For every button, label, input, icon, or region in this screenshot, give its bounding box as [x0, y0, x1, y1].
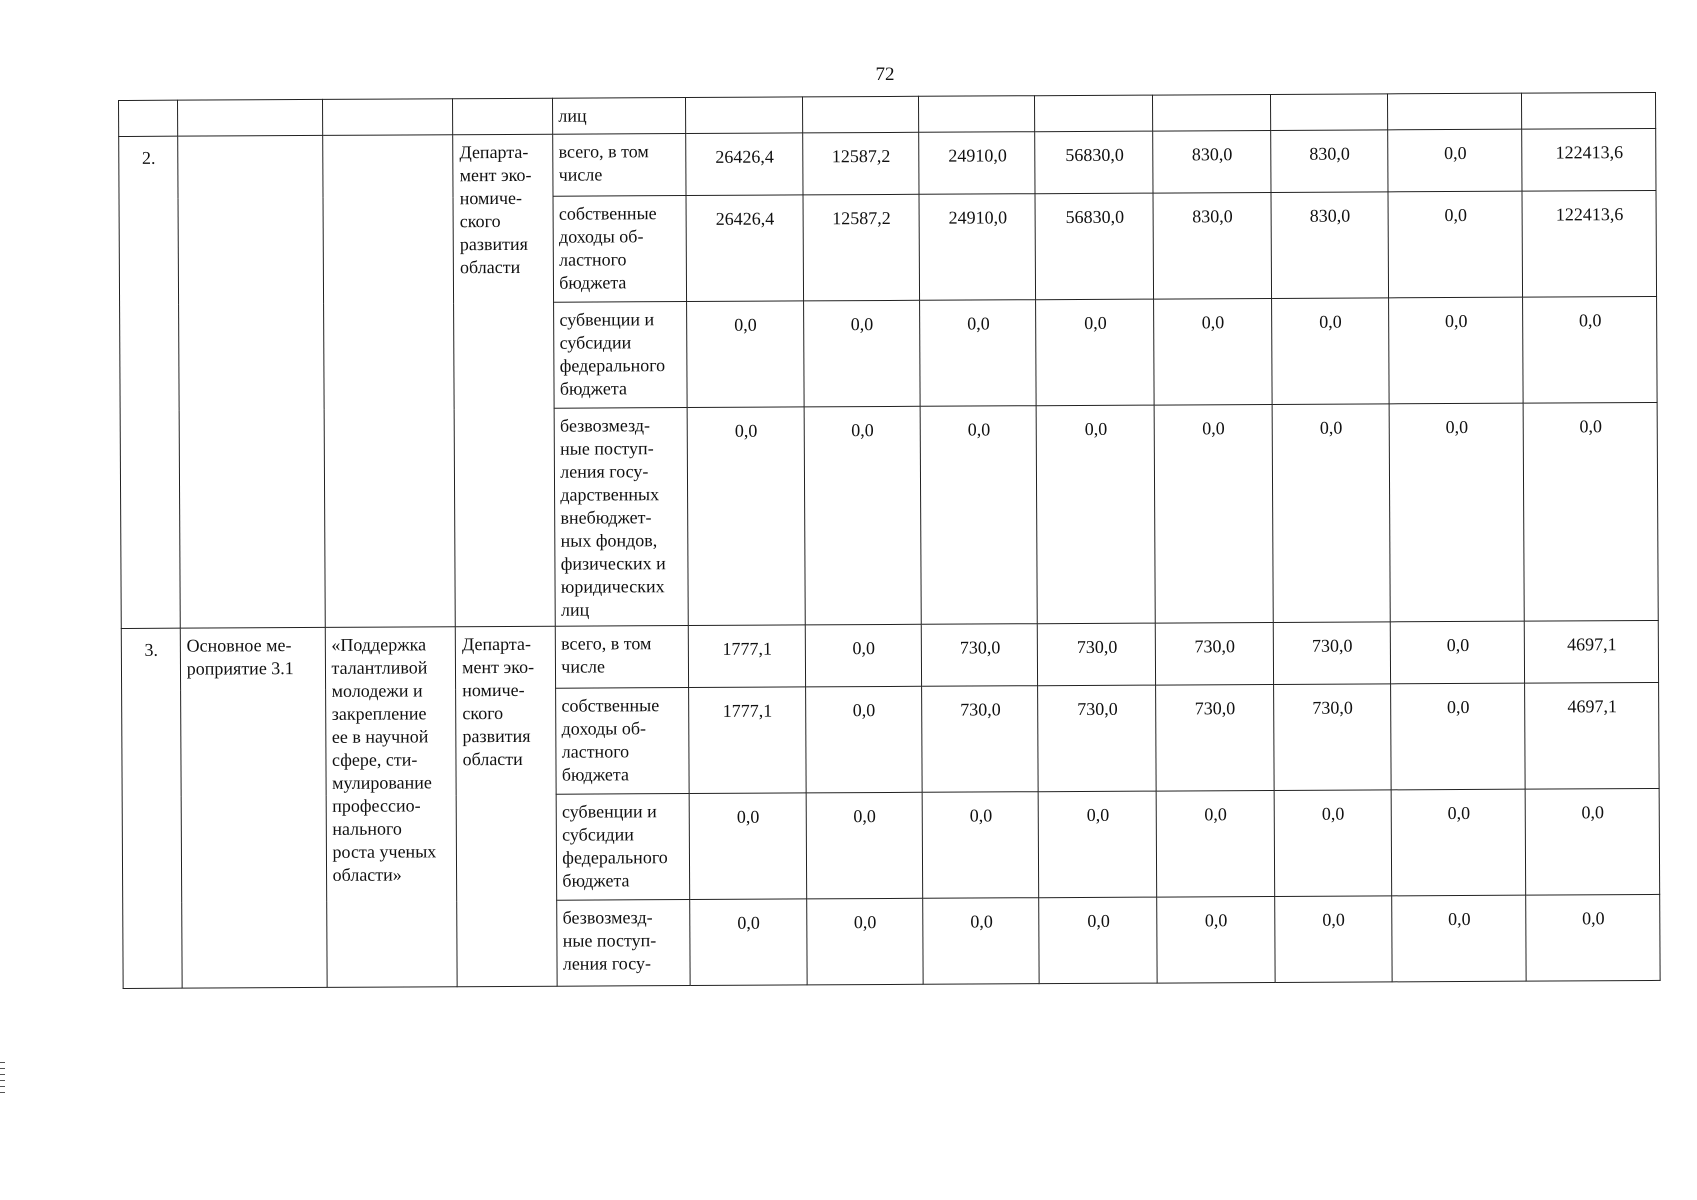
- cell-value: 0,0: [806, 792, 923, 899]
- cell-value: 830,0: [1153, 130, 1271, 193]
- cell-value: 0,0: [1526, 894, 1660, 981]
- cell-source: безвозмезд- ные поступ- ления госу-: [557, 900, 690, 987]
- cell-value: 730,0: [922, 686, 1039, 793]
- cell-value: 0,0: [1390, 621, 1524, 684]
- cell-value: 830,0: [1153, 192, 1271, 299]
- table-body: [119, 92, 1661, 988]
- cell-value: 0,0: [687, 407, 805, 626]
- cell-value: 0,0: [690, 899, 807, 986]
- cell-value: 0,0: [1039, 897, 1157, 984]
- cell-value: 0,0: [689, 793, 806, 900]
- cell-value: 0,0: [1156, 790, 1274, 897]
- cell-value: [686, 97, 803, 134]
- cell-source: всего, в том числе: [556, 626, 689, 689]
- cell-value: [1521, 92, 1655, 129]
- cell-num: [119, 100, 178, 136]
- cell-value: 26426,4: [686, 195, 803, 302]
- cell-value: 830,0: [1271, 192, 1389, 299]
- cell-value: 0,0: [806, 898, 923, 985]
- table-row: [119, 128, 1656, 198]
- cell-value: 0,0: [805, 624, 922, 687]
- cell-value: 56830,0: [1035, 131, 1153, 194]
- cell-source: собственные доходы об- ластного бюджета: [556, 688, 689, 795]
- cell-activity: [177, 99, 322, 136]
- cell-value: 0,0: [922, 792, 1039, 899]
- cell-num: 3.: [121, 628, 182, 988]
- cell-value: 730,0: [1038, 685, 1156, 792]
- cell-value: 0,0: [1391, 683, 1525, 790]
- cell-value: 830,0: [1270, 130, 1388, 193]
- cell-executor: Департа- мент эко- номиче- ского развития области: [453, 134, 556, 627]
- cell-value: 0,0: [805, 686, 922, 793]
- cell-value: 730,0: [1038, 623, 1156, 686]
- cell-value: 0,0: [1525, 788, 1660, 895]
- budget-table: [118, 92, 1661, 989]
- cell-value: 0,0: [1391, 789, 1525, 896]
- cell-value: 0,0: [1388, 129, 1522, 192]
- cell-value: 12587,2: [803, 194, 920, 301]
- cell-value: 0,0: [1389, 403, 1524, 622]
- cell-activity: [177, 135, 324, 628]
- cell-source: собственные доходы об- ластного бюджета: [553, 196, 686, 303]
- cell-source: субвенции и субсидии федерального бюджета: [554, 302, 687, 409]
- table-row: [121, 620, 1658, 690]
- cell-value: 0,0: [1039, 791, 1157, 898]
- cell-value: 1777,1: [688, 625, 805, 688]
- cell-value: 0,0: [1523, 402, 1658, 621]
- cell-value: 0,0: [1388, 191, 1522, 298]
- cell-value: 0,0: [923, 898, 1040, 985]
- cell-value: 730,0: [1273, 684, 1391, 791]
- cell-value: [1270, 94, 1388, 131]
- cell-value: 0,0: [1154, 404, 1273, 623]
- cell-value: 122413,6: [1522, 190, 1657, 297]
- cell-value: 730,0: [1273, 622, 1391, 685]
- cell-num: 2.: [119, 136, 180, 628]
- cell-title: [322, 99, 453, 136]
- cell-value: 56830,0: [1035, 193, 1153, 300]
- cell-value: 0,0: [1037, 405, 1156, 624]
- cell-value: 0,0: [1274, 896, 1392, 983]
- cell-value: 730,0: [1156, 684, 1274, 791]
- cell-value: [1035, 95, 1153, 132]
- cell-value: 0,0: [1157, 896, 1275, 983]
- cell-value: 0,0: [1271, 298, 1389, 405]
- cell-value: 24910,0: [919, 132, 1036, 195]
- cell-title: [322, 135, 455, 628]
- cell-value: 0,0: [803, 300, 920, 407]
- cell-title: «Поддержка талантливой молодежи и закрепление ее в научной сфере, сти- мулирование профессио- нального роста ученых области»: [325, 627, 457, 988]
- cell-value: 12587,2: [802, 132, 919, 195]
- cell-value: [919, 96, 1036, 133]
- cell-source: субвенции и субсидии федерального бюджета: [556, 794, 689, 901]
- cell-value: 0,0: [1154, 298, 1272, 405]
- cell-value: 0,0: [1036, 299, 1154, 406]
- cell-executor: [453, 98, 553, 135]
- cell-source: всего, в том числе: [553, 134, 686, 197]
- cell-value: 26426,4: [686, 133, 803, 196]
- cell-source: лиц: [553, 98, 686, 135]
- cell-source: безвозмезд- ные поступ- ления госу- дарственных внебюджет- ных фондов, физических и юридических лиц: [554, 408, 688, 627]
- cell-value: [1153, 94, 1271, 131]
- cell-value: 4697,1: [1525, 682, 1660, 789]
- cell-value: 0,0: [1272, 404, 1391, 623]
- cell-value: 0,0: [1274, 790, 1392, 897]
- cell-value: 1777,1: [689, 687, 806, 794]
- cell-value: 24910,0: [919, 194, 1036, 301]
- cell-value: 0,0: [1523, 296, 1658, 403]
- cell-value: 0,0: [1392, 895, 1526, 982]
- cell-value: 0,0: [920, 406, 1038, 625]
- cell-value: 0,0: [1389, 297, 1523, 404]
- cell-value: 0,0: [920, 300, 1037, 407]
- cell-value: [802, 96, 919, 133]
- cell-value: 0,0: [687, 301, 804, 408]
- cell-value: 730,0: [1155, 622, 1273, 685]
- cell-value: 730,0: [921, 624, 1038, 687]
- scan-edge-mark: [0, 1062, 5, 1098]
- cell-value: 4697,1: [1524, 620, 1658, 683]
- page-number: 72: [875, 64, 895, 85]
- cell-activity: Основное ме- роприятие 3.1: [180, 627, 327, 988]
- cell-value: 0,0: [804, 406, 922, 625]
- cell-value: [1388, 93, 1522, 130]
- cell-executor: Департа- мент эко- номиче- ского развития области: [455, 626, 557, 987]
- cell-value: 122413,6: [1522, 128, 1656, 191]
